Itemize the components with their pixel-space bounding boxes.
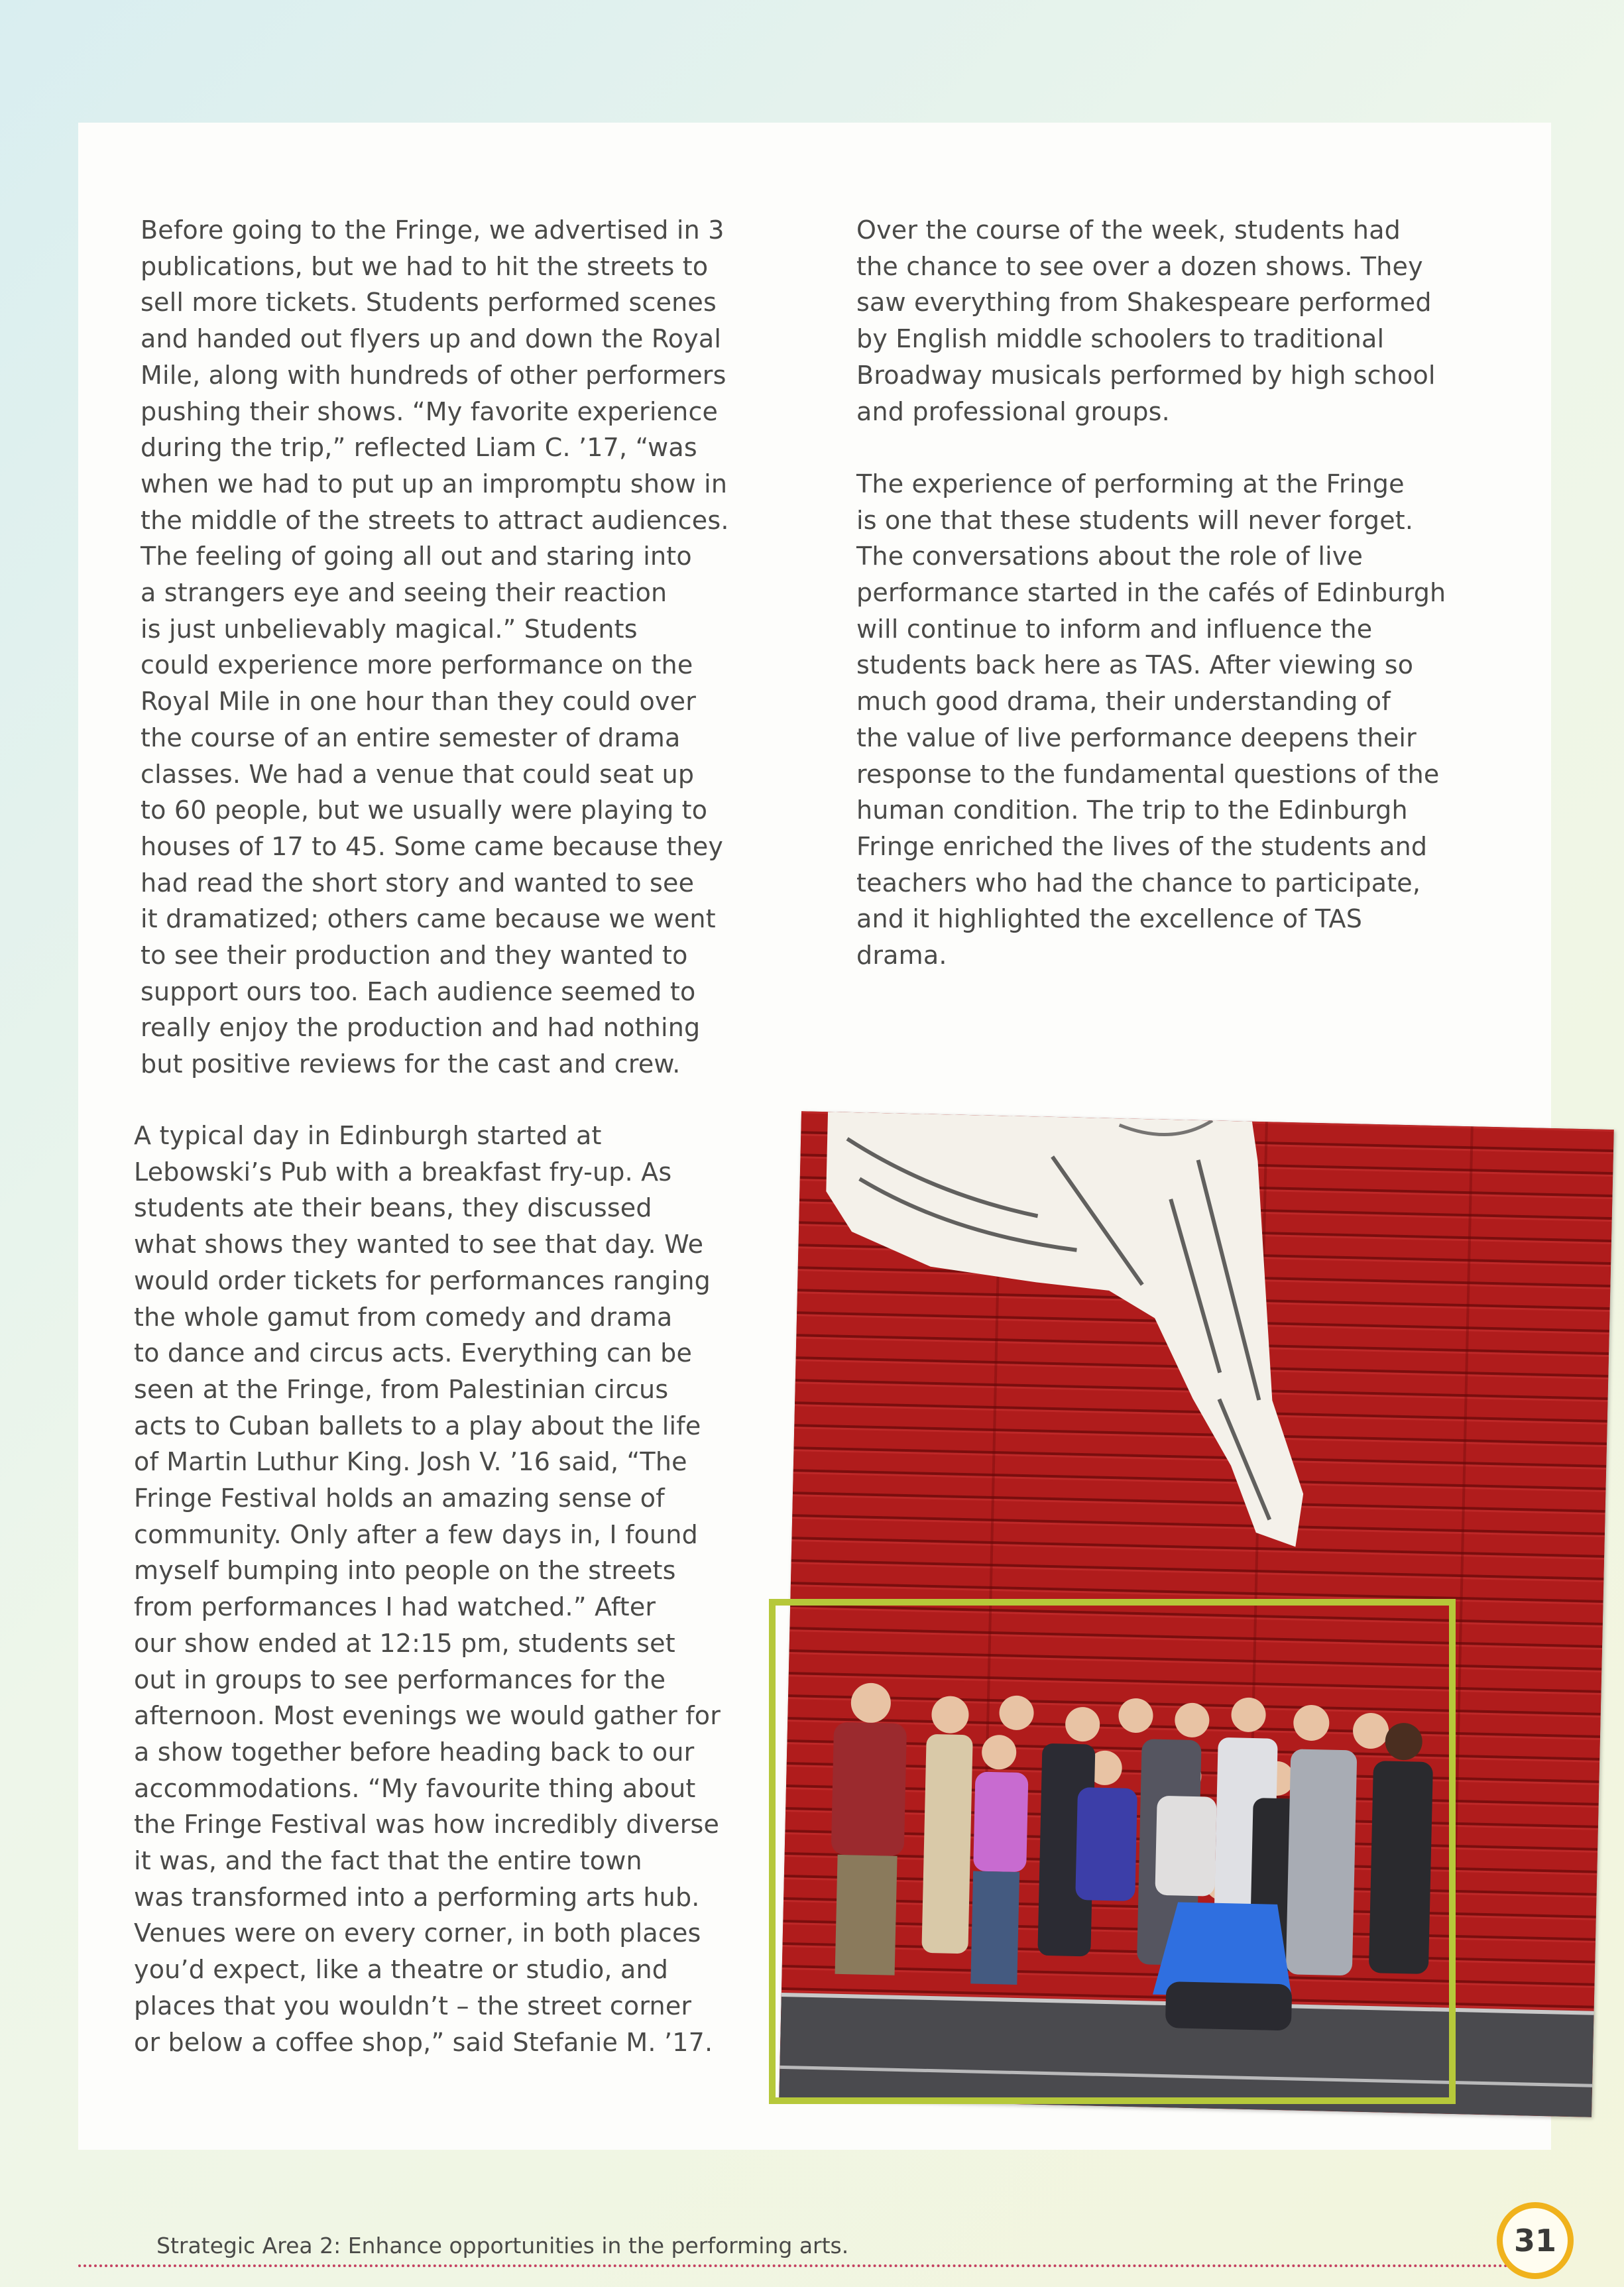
article-column-right [856,212,1519,974]
article-paragraph: Over the course of the week, students had the chance to see over a dozen shows. They saw everything from Shakespeare performed by English middle schoolers to traditional Broadway musicals performed by high school and professional groups. [856,215,1436,426]
article-paragraph: A typical day in Edinburgh started at Lebowski’s Pub with a breakfast fry-up. As students ate their beans, they discussed what shows they wanted to see that day. We would order tickets for performances ranging the whole gamut from comedy and drama to dance and circus acts. Everything can be seen at the Fringe, from Palestinian circus acts to Cuban ballets to a play about the life of Martin Luthur King. Josh V. ’16 said, “The Fringe Festival holds an amazing sense of community. Only after a few days in, I found myself bumping into people on the streets from performances I had watched.” After our show ended at 12:15 pm, students set out in groups to see performances for the afternoon. Most evenings we would gather for a show together before heading back to our accommodations. “My favourite thing about the Fringe Festival was how incredibly diverse it was, and the fact that the entire town was transformed into a performing arts hub. Venues were on every corner, in both places you’d expect, like a theatre or studio, and places that you wouldn’t – the street corner or below a coffee shop,” said Stefanie M. ’17. [134,1121,721,2057]
page-number: 31 [1513,2223,1556,2258]
page-number-badge [1497,2202,1574,2279]
group-photo-illustration [779,1111,1613,2117]
article-paragraph: Before going to the Fringe, we advertised in 3 publications, but we had to hit the streets to sell more tickets. Students performed scenes and handed out flyers up and down the Royal Mile, along with hundreds of other performers pushing their shows. “My favorite experience during the trip,” reflected Liam C. ’17, “was when we had to put up an impromptu show in the middle of the streets to attract audiences. The feeling of going all out and staring into a strangers eye and seeing their reaction is just unbelievably magical.” Students could experience more performance on the Royal Mile in one hour than they could over the course of an entire semester of drama classes. We had a venue that could seat up to 60 people, but we usually were playing to houses of 17 to 45. Some came because they had read the short story and wanted to see it dramatized; others came because we went to see their production and they wanted to support ours too. Each audience seemed to really enjoy the production and had nothing but positive reviews for the cast and crew. [141,215,729,1079]
footer-strategic-area: Strategic Area 2: Enhance opportunities in the performing arts. [156,2233,849,2258]
group-photo [779,1111,1613,2117]
article-column-left-top [141,212,803,1083]
article-column-left-bottom [134,1118,797,2060]
article-paragraph: The experience of performing at the Fringe is one that these students will never forget. The conversations about the role of live performance started in the cafés of Edinburgh will continue to inform and influence the students back here as TAS. After viewing so much good drama, their understanding of the value of live performance deepens their response to the fundamental questions of the human condition. The trip to the Edinburgh Fringe enriched the lives of the students and teachers who had the chance to participate, and it highlighted the excellence of TAS drama. [856,469,1446,970]
footer-dotted-rule [78,2264,1551,2267]
